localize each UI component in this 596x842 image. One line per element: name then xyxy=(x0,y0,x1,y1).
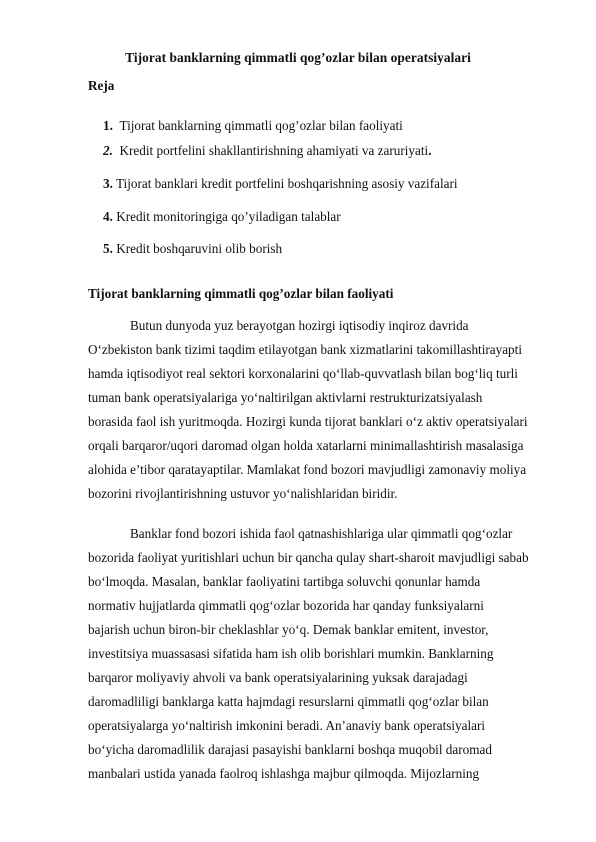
paragraph-line: hamda iqtisodiyot real sektori korxonalarini qo‘llab-quvvatlash bilan bog‘liq turli xyxy=(88,366,518,381)
section-heading: Tijorat banklarning qimmatli qog’ozlar bilan faoliyati xyxy=(88,286,394,301)
plan-item-text: Tijorat banklari kredit portfelini boshqarishning asosiy vazifalari xyxy=(115,176,458,191)
paragraph-line: Butun dunyoda yuz berayotgan hozirgi iqtisodiy inqiroz davrida xyxy=(130,318,469,333)
paragraph-line: Banklar fond bozori ishida faol qatnashishlariga ular qimmatli qog‘ozlar xyxy=(130,526,513,541)
plan-item-dot: . xyxy=(428,143,432,158)
paragraph-line: bajarish uchun biron-bir cheklashlar yo‘q. Demak banklar emitent, investor, xyxy=(88,622,489,637)
document-title: Tijorat banklarning qimmatli qog’ozlar bilan operatsiyalari xyxy=(125,50,471,65)
plan-item-text: Tijorat banklarning qimmatli qog’ozlar bilan faoliyati xyxy=(119,118,403,133)
paragraph-line: normativ hujjatlarda qimmatli qog‘ozlar bozorida har qanday funksiyalarni xyxy=(88,598,484,613)
plan-item-number: 2. xyxy=(103,143,113,158)
paragraph-line: alohida e’tibor qaratayaptilar. Mamlakat fond bozori mavjudligi zamonaviy moliya xyxy=(88,462,527,477)
plan-item-number: 3. xyxy=(103,176,113,191)
plan-item xyxy=(103,118,403,134)
paragraph-line: bozorini rivojlantirishning ustuvor yo‘nalishlaridan biridir. xyxy=(88,486,398,501)
plan-item xyxy=(103,176,458,192)
paragraph-line: bo‘lmoqda. Masalan, banklar faoliyatini tartibga soluvchi qonunlar hamda xyxy=(88,574,481,589)
paragraph-line: orqali barqaror/uqori daromad olgan holda xatarlarni minimallashtirish masalasiga xyxy=(88,438,524,453)
paragraph-line: investitsiya muassasasi sifatida ham ish olib borishlari mumkin. Banklarning xyxy=(88,646,494,661)
plan-item-text: Kredit portfelini shakllantirishning ahamiyati va zaruriyati xyxy=(119,143,429,158)
paragraph-line: manbalari ustida yanada faolroq ishlashga majbur qilmoqda. Mijozlarning xyxy=(88,766,480,781)
paragraph-line: O‘zbekiston bank tizimi taqdim etilayotgan bank xizmatlarini takomillashtirayapti xyxy=(88,342,522,357)
plan-item xyxy=(103,209,341,225)
paragraph-line: borasida faol ish yuritmoqda. Hozirgi kunda tijorat banklari o‘z aktiv operatsiyalari xyxy=(88,414,528,429)
plan-item-number: 5. xyxy=(103,241,113,256)
paragraph-line: bo‘yicha daromadlilik darajasi pasayishi banklarni boshqa muqobil daromad xyxy=(88,742,492,757)
plan-item-text: Kredit boshqaruvini olib borish xyxy=(116,241,283,256)
paragraph-line: daromadliligi banklarga katta hajmdagi resurslarni qimmatli qog‘ozlar bilan xyxy=(88,694,489,709)
paragraph-line: bozorida faoliyat yuritishlari uchun bir qancha qulay shart-sharoit mavjudligi sabab xyxy=(88,550,529,565)
plan-item xyxy=(103,241,282,257)
plan-heading: Reja xyxy=(88,78,115,93)
paragraph-line: operatsiyalarga yo‘naltirish imkonini beradi. An’anaviy bank operatsiyalari xyxy=(88,718,486,733)
paragraph-line: barqaror moliyaviy ahvoli va bank operatsiyalarining yuksak darajadagi xyxy=(88,670,468,685)
plan-item-text: Kredit monitoringiga qo’yiladigan talablar xyxy=(116,209,341,224)
plan-item-number: 4. xyxy=(103,209,113,224)
plan-item xyxy=(103,143,432,159)
paragraph-line: tuman bank operatsiyalariga yo‘naltirilgan aktivlarni restrukturizatsiyalash xyxy=(88,390,483,405)
plan-item-number: 1. xyxy=(103,118,113,133)
